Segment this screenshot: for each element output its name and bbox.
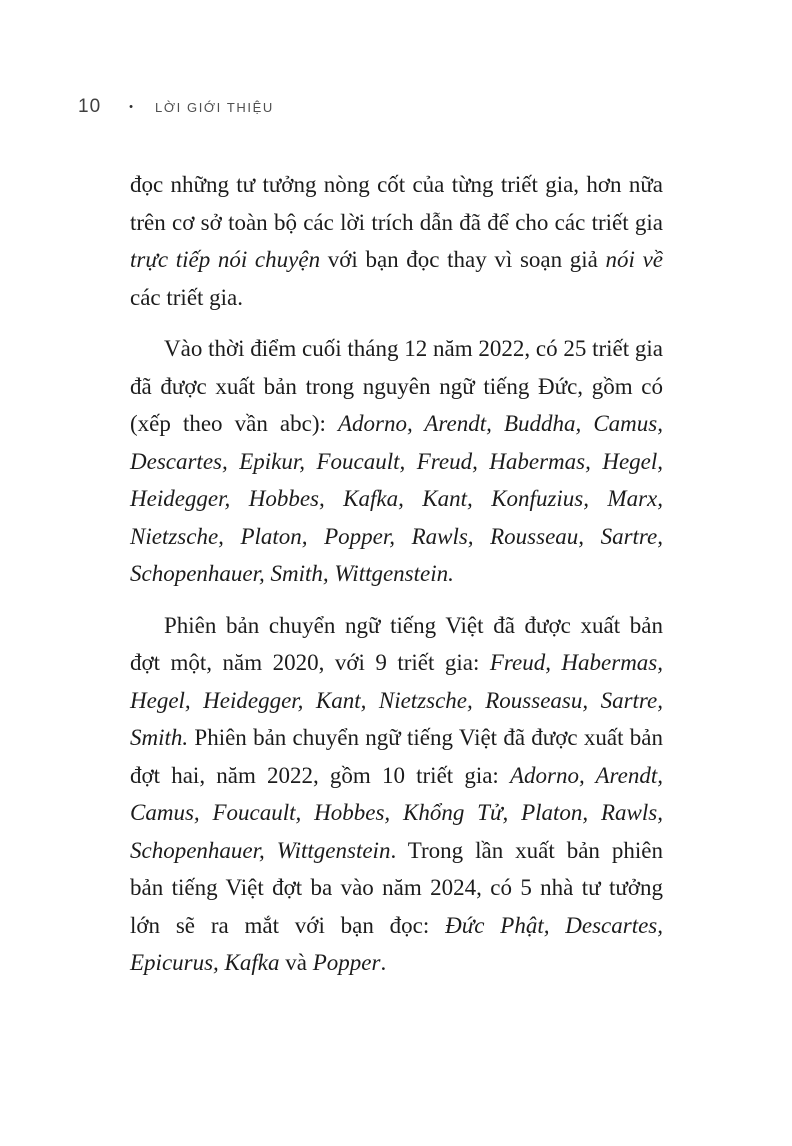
text-run-italic: trực tiếp nói chuyện [130, 247, 321, 272]
text-run-italic: Adorno, Arendt, Camus, Foucault, Hobbes, Khổng Tử, Platon, Rawls, Schopenhauer, Wittgenstein [130, 762, 663, 863]
text-run: . [380, 950, 387, 975]
text-run: Vào thời điểm cuối tháng 12 năm 2022, có 25 triết gia đã được xuất bản trong nguyên ngữ tiếng Đức, gồm có (xếp theo vần abc): [130, 336, 663, 436]
paragraph [130, 330, 663, 593]
text-run: và [279, 950, 313, 975]
page-number: 10 [78, 96, 102, 117]
text-run: Phiên bản chuyển ngữ tiếng Việt đã được xuất bản đợt hai, năm 2022, gồm 10 triết gia: [130, 725, 663, 788]
text-run-italic: Freud, Habermas, Hegel, Heidegger, Kant, Nietzsche, Rousseasu, Sartre, Smith. [130, 650, 664, 750]
running-title: LỜI GIỚI THIỆU [155, 99, 274, 115]
page-header [78, 96, 274, 118]
text-run-italic: nói về [605, 247, 664, 272]
text-run: với bạn đọc thay vì soạn giả [320, 247, 606, 272]
text-run-italic: Popper [312, 950, 381, 975]
paragraph [130, 607, 663, 982]
paragraph [130, 166, 663, 316]
text-run: . Trong lần xuất bản phiên bản tiếng Việt đợt ba vào năm 2024, có 5 nhà tư tưởng lớn sẽ ra mắt với bạn đọc: [130, 837, 663, 938]
body-text [130, 166, 663, 996]
text-run: các triết gia. [130, 284, 244, 310]
text-run: Phiên bản chuyển ngữ tiếng Việt đã được xuất bản đợt một, năm 2020, với 9 triết gia: [130, 612, 663, 675]
bullet-separator-icon: • [129, 101, 133, 113]
text-run: đọc những tư tưởng nòng cốt của từng triết gia, hơn nữa trên cơ sở toàn bộ các lời trích dẫn đã để cho các triết gia [130, 172, 663, 235]
text-run-italic: Đức Phật, Descartes, Epicurus, Kafka [130, 912, 663, 975]
text-run-italic: Adorno, Arendt, Buddha, Camus, Descartes, Epikur, Foucault, Freud, Habermas, Hegel, Heidegger, Hobbes, Kafka, Kant, Konfuzius, Marx, Nietzsche, Platon, Popper, Rawls, Rousseau, Sartre, Schopenhauer, Smith, Wittgenstein. [130, 411, 663, 586]
